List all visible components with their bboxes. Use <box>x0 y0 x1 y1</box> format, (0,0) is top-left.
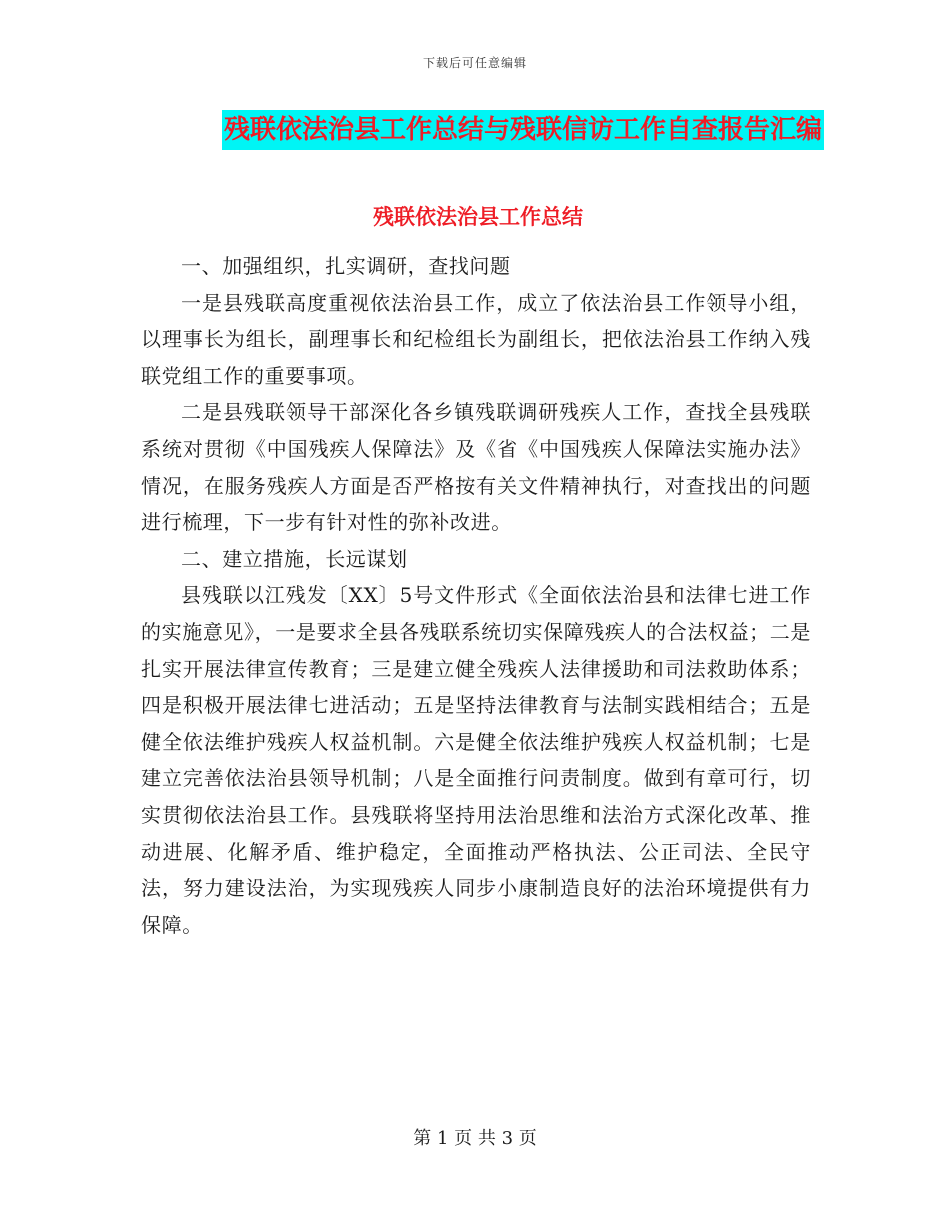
paragraph: 县残联以江残发〔XX〕5号文件形式《全面依法治县和法律七进工作的实施意见》，一是要求全县各残联系统切实保障残疾人的合法权益；二是扎实开展法律宣传教育；三是建立健全残疾人法律援助和司法救助体系；四是积极开展法律七进活动；五是坚持法律教育与法制实践相结合；五是健全依法维护残疾人权益机制。六是健全依法维护残疾人权益机制；七是建立完善依法治县领导机制；八是全面推行问责制度。做到有章可行，切实贯彻依法治县工作。县残联将坚持用法治思维和法治方式深化改革、推动进展、化解矛盾、维护稳定，全面推动严格执法、公正司法、全民守法，努力建设法治，为实现残疾人同步小康制造良好的法治环境提供有力保障。 <box>141 583 811 937</box>
paragraph: 二是县残联领导干部深化各乡镇残联调研残疾人工作，查找全县残联系统对贯彻《中国残疾人保障法》及《省《中国残疾人保障法实施办法》情况，在服务残疾人方面是否严格按有关文件精神执行，对查找出的问题进行梳理，下一步有针对性的弥补改进。 <box>141 400 811 535</box>
main-title: 残联依法治县工作总结与残联信访工作自查报告汇编 <box>222 110 824 150</box>
header-note: 下载后可任意编辑 <box>422 56 527 70</box>
paragraph: 一是县残联高度重视依法治县工作，成立了依法治县工作领导小组，以理事长为组长，副理事长和纪检组长为副组长，把依法治县工作纳入残联党组工作的重要事项。 <box>141 290 811 388</box>
page-footer: 第 1 页 共 3 页 <box>413 1128 537 1149</box>
heading-1: 一、加强组织，扎实调研，查找问题 <box>181 254 511 278</box>
heading-2: 二、建立措施，长远谋划 <box>181 546 408 571</box>
document-body <box>141 248 811 943</box>
main-title-container <box>0 110 950 150</box>
section-title: 残联依法治县工作总结 <box>373 205 583 229</box>
